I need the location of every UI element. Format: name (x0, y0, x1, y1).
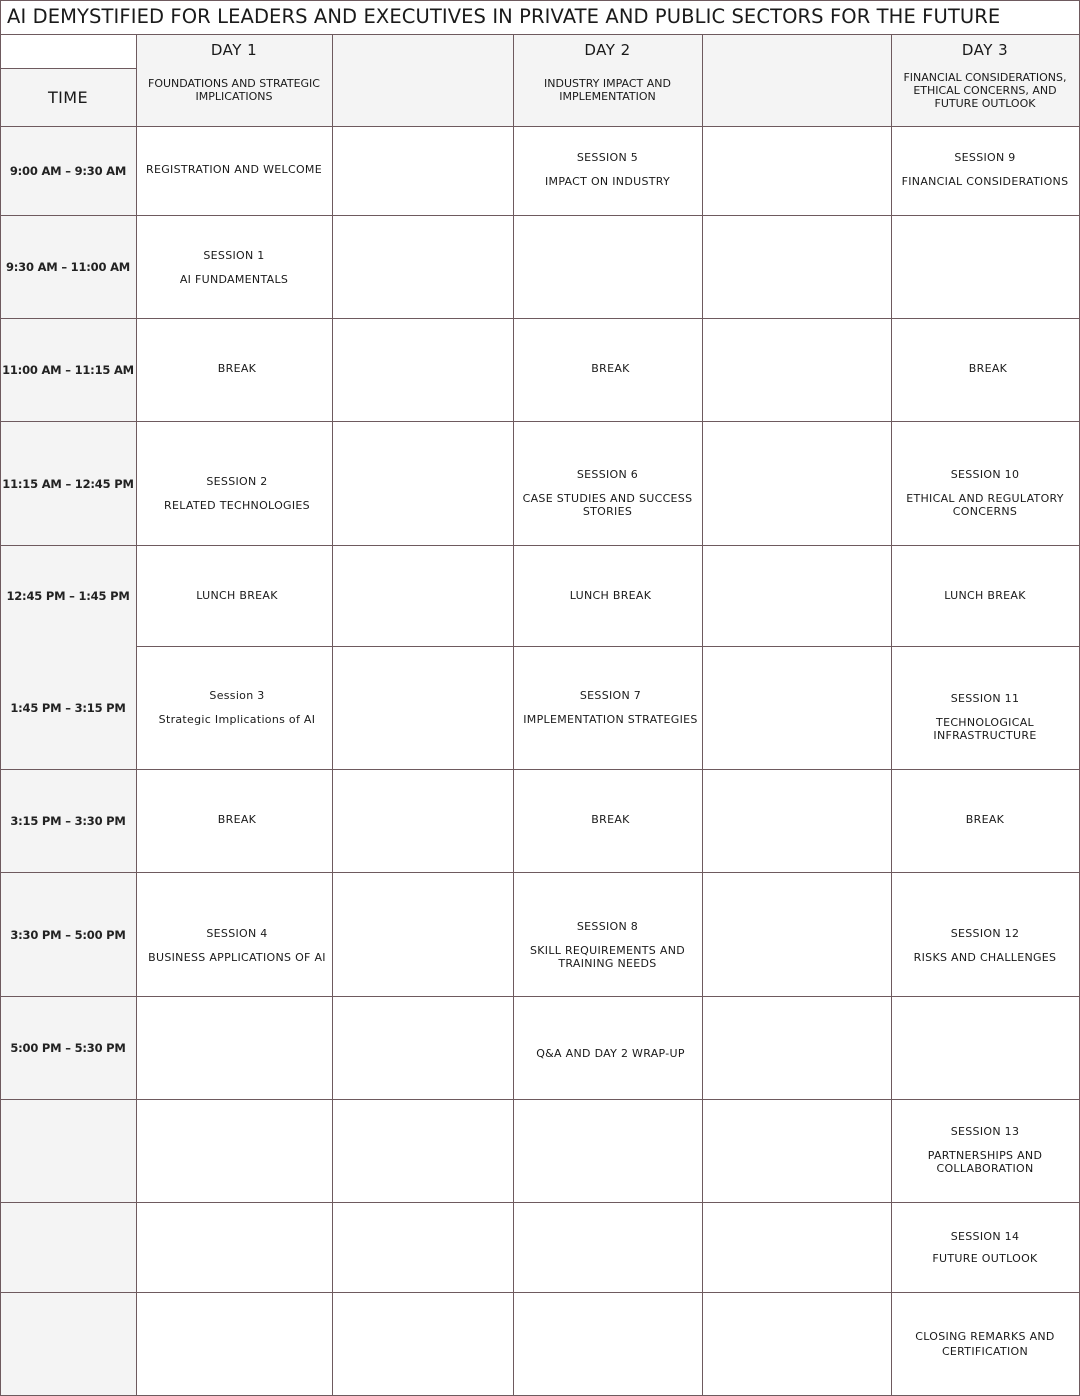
time-slot: 11:00 AM – 11:15 AM (2, 363, 134, 377)
day2-header: DAY 2 (584, 41, 631, 59)
grid-line (0, 0, 1080, 1)
schedule-cell (136, 873, 338, 1017)
session-title: BREAK (965, 812, 1005, 826)
session-title: SKILL REQUIREMENTS AND TRAINING NEEDS (529, 944, 686, 970)
session-title: BUSINESS APPLICATIONS OF AI (148, 950, 326, 964)
time-slot: 3:30 PM – 5:00 PM (10, 927, 126, 942)
day3-header: DAY 3 (961, 41, 1009, 59)
time-slot: 12:45 PM – 1:45 PM (6, 589, 130, 603)
schedule-cell (891, 546, 1079, 644)
session-title: FINANCIAL CONSIDERATIONS (901, 175, 1069, 188)
session-number: SESSION 12 (950, 926, 1020, 940)
time-slot: 9:00 AM – 9:30 AM (9, 164, 127, 178)
session-title: REGISTRATION AND WELCOME (146, 163, 322, 176)
schedule-cell (891, 127, 1079, 212)
schedule-cell (513, 319, 708, 417)
session-number: SESSION 1 (203, 248, 265, 262)
schedule-cell (136, 647, 338, 767)
schedule-cell (891, 770, 1079, 868)
day1-theme: FOUNDATIONS AND STRATEGIC IMPLICATIONS (148, 77, 320, 103)
schedule-cell (513, 647, 708, 767)
session-number: SESSION 11 (950, 692, 1020, 705)
schedule-cell (136, 127, 332, 212)
day1-header: DAY 1 (210, 41, 258, 59)
session-title: Strategic Implications of AI (158, 712, 316, 726)
schedule-cell (513, 873, 702, 1017)
session-title: CLOSING REMARKS AND CERTIFICATION (915, 1330, 1055, 1358)
session-number: SESSION 13 (950, 1125, 1020, 1138)
session-number: SESSION 2 (206, 474, 268, 488)
page-title: AI DEMYSTIFIED FOR LEADERS AND EXECUTIVES IN PRIVATE AND PUBLIC SECTORS FOR THE FUTURE (7, 5, 1001, 28)
schedule-cell (891, 873, 1079, 1017)
session-title: RELATED TECHNOLOGIES (164, 498, 310, 512)
grid-line (0, 34, 1080, 35)
schedule-cell (513, 127, 702, 212)
session-number: SESSION 10 (950, 468, 1020, 481)
schedule-cell (891, 1100, 1079, 1200)
schedule-cell (513, 770, 708, 868)
schedule-cell (891, 319, 1080, 417)
session-number: SESSION 9 (954, 151, 1016, 164)
session-title: IMPLEMENTATION STRATEGIES (523, 712, 698, 726)
session-number: SESSION 6 (576, 468, 639, 481)
session-title: Q&A AND DAY 2 WRAP-UP (536, 1046, 685, 1060)
schedule-cell (513, 422, 702, 564)
schedule-cell (136, 770, 338, 868)
time-slot: 9:30 AM – 11:00 AM (5, 260, 131, 274)
session-title: LUNCH BREAK (569, 588, 652, 602)
session-title: RISKS AND CHALLENGES (913, 950, 1057, 964)
session-title: ETHICAL AND REGULATORY CONCERNS (906, 492, 1064, 518)
session-number: Session 3 (209, 688, 265, 702)
time-slot: 11:15 AM – 12:45 PM (2, 476, 134, 491)
session-number: SESSION 14 (950, 1230, 1020, 1243)
session-number: SESSION 5 (576, 151, 639, 164)
session-title: BREAK (217, 812, 257, 826)
time-slot: 3:15 PM – 3:30 PM (10, 814, 126, 828)
schedule-cell (136, 422, 338, 564)
session-title: BREAK (968, 361, 1008, 375)
day3-theme: FINANCIAL CONSIDERATIONS, ETHICAL CONCERNS, AND FUTURE OUTLOOK (903, 70, 1067, 110)
session-title: BREAK (217, 361, 257, 375)
time-header: TIME (47, 87, 88, 107)
session-title: LUNCH BREAK (944, 588, 1026, 602)
schedule-cell (891, 647, 1079, 787)
session-number: SESSION 7 (579, 688, 642, 702)
session-title: FUTURE OUTLOOK (932, 1252, 1038, 1265)
session-title: BREAK (591, 812, 630, 826)
session-title: BREAK (591, 361, 630, 375)
session-title: CASE STUDIES AND SUCCESS STORIES (522, 492, 693, 518)
session-title: LUNCH BREAK (196, 588, 278, 602)
time-slot: 5:00 PM – 5:30 PM (10, 1041, 126, 1055)
schedule-cell (136, 319, 338, 417)
time-slot: 1:45 PM – 3:15 PM (10, 701, 126, 715)
schedule-cell (891, 422, 1079, 564)
schedule-cell (136, 216, 332, 318)
schedule-cell (136, 546, 338, 644)
session-title: TECHNOLOGICAL INFRASTRUCTURE (933, 716, 1037, 742)
schedule-cell (513, 546, 708, 644)
session-number: SESSION 8 (576, 920, 639, 933)
day2-theme: INDUSTRY IMPACT AND IMPLEMENTATION (544, 77, 671, 103)
session-number: SESSION 4 (206, 926, 268, 940)
schedule-cell (891, 1293, 1079, 1395)
session-title: PARTNERSHIPS AND COLLABORATION (927, 1149, 1043, 1175)
session-title: AI FUNDAMENTALS (179, 272, 289, 286)
schedule-cell (891, 1203, 1079, 1292)
session-title: IMPACT ON INDUSTRY (544, 175, 671, 188)
schedule-cell (513, 1007, 708, 1099)
